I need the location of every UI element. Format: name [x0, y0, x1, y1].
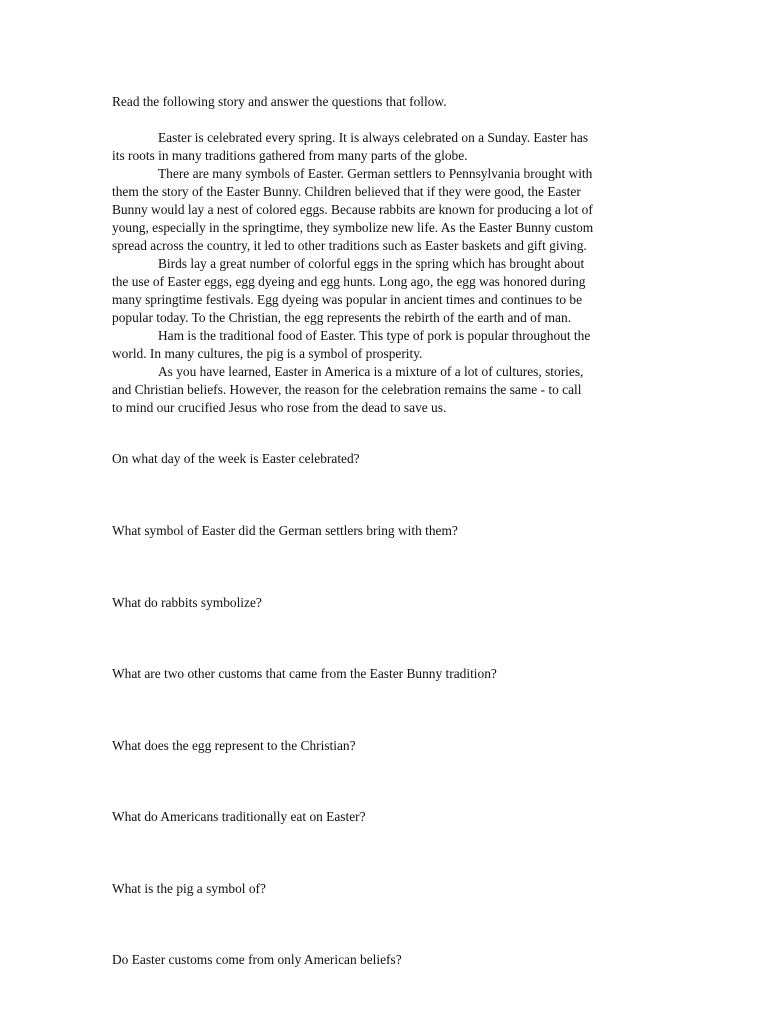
- story-passage: [112, 129, 652, 417]
- question-5: What does the egg represent to the Christian?: [112, 738, 356, 753]
- story-line: many springtime festivals. Egg dyeing was popular in ancient times and continues to be: [112, 292, 583, 307]
- story-line: to mind our crucified Jesus who rose from the dead to save us.: [112, 400, 447, 415]
- question-2: What symbol of Easter did the German settlers bring with them?: [112, 523, 458, 538]
- question-4: What are two other customs that came from the Easter Bunny tradition?: [112, 666, 497, 681]
- story-line: them the story of the Easter Bunny. Children believed that if they were good, the Easter: [112, 184, 581, 199]
- question-8: Do Easter customs come from only American beliefs?: [112, 952, 402, 967]
- instruction-text: Read the following story and answer the questions that follow.: [112, 94, 447, 109]
- story-line: As you have learned, Easter in America is a mixture of a lot of cultures, stories,: [158, 364, 584, 379]
- story-line: Ham is the traditional food of Easter. This type of pork is popular throughout the: [158, 328, 591, 343]
- story-line: young, especially in the springtime, they symbolize new life. As the Easter Bunny custom: [112, 220, 594, 235]
- story-line: Birds lay a great number of colorful eggs in the spring which has brought about: [158, 256, 585, 271]
- question-1: On what day of the week is Easter celebrated?: [112, 451, 360, 466]
- story-line: world. In many cultures, the pig is a symbol of prosperity.: [112, 346, 423, 361]
- story-line: its roots in many traditions gathered from many parts of the globe.: [112, 148, 468, 163]
- question-6: What do Americans traditionally eat on Easter?: [112, 809, 366, 824]
- question-7: What is the pig a symbol of?: [112, 881, 266, 896]
- story-line: There are many symbols of Easter. German settlers to Pennsylvania brought with: [158, 166, 593, 181]
- story-line: and Christian beliefs. However, the reason for the celebration remains the same - to call: [112, 382, 582, 397]
- story-line: popular today. To the Christian, the egg represents the rebirth of the earth and of man.: [112, 310, 572, 325]
- story-line: Bunny would lay a nest of colored eggs. Because rabbits are known for producing a lot of: [112, 202, 593, 217]
- story-line: Easter is celebrated every spring. It is always celebrated on a Sunday. Easter has: [158, 130, 589, 145]
- story-line: spread across the country, it led to other traditions such as Easter baskets and gift giving.: [112, 238, 587, 253]
- story-line: the use of Easter eggs, egg dyeing and egg hunts. Long ago, the egg was honored during: [112, 274, 586, 289]
- question-3: What do rabbits symbolize?: [112, 595, 262, 610]
